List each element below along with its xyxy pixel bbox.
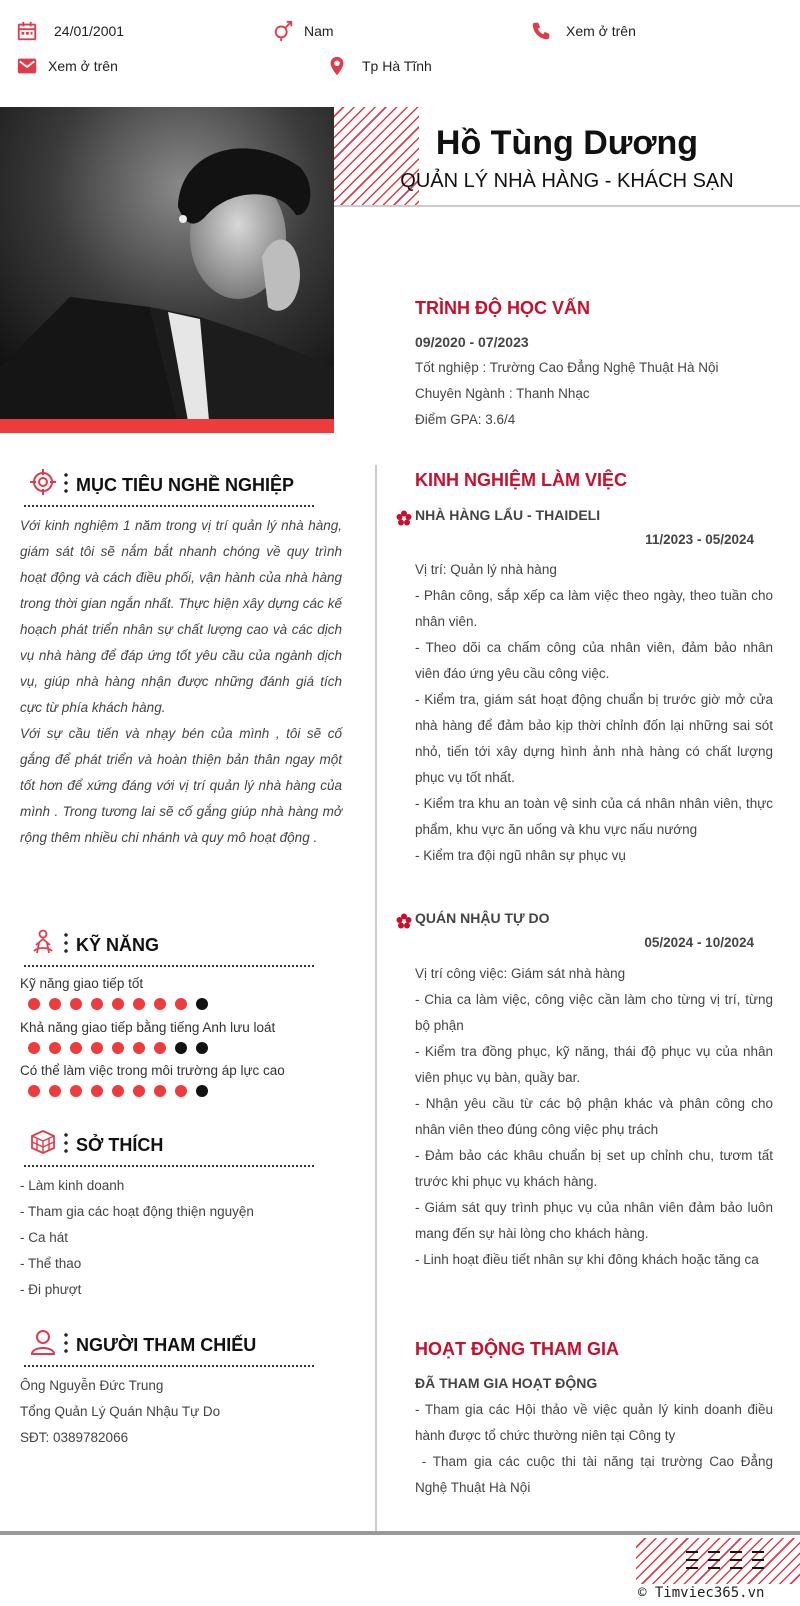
skill-rating — [28, 1042, 208, 1054]
activity-line: - Tham gia các Hội thảo về việc quản lý kinh doanh điều hành được tổ chức thường niên tại Công ty — [415, 1402, 773, 1443]
job-line: - Đảm bảo các khâu chuẩn bị set up chỉnh chu, tươm tất trước khi phục vụ khách hàng. — [415, 1148, 773, 1189]
email-text: Xem ở trên — [48, 58, 118, 74]
envelope-icon — [16, 55, 38, 77]
rating-dot-filled — [133, 998, 145, 1010]
reference-line: Ông Nguyễn Đức Trung — [20, 1378, 164, 1393]
experience-title: KINH NGHIỆM LÀM VIỆC — [415, 470, 628, 490]
rating-dot-filled — [28, 998, 40, 1010]
rating-dot-empty — [196, 1042, 208, 1054]
rating-dot-filled — [49, 1085, 61, 1097]
target-icon — [30, 469, 56, 495]
job-line: - Phân công, sắp xếp ca làm việc theo ngày, theo tuần cho nhân viên. — [415, 588, 773, 629]
address-text: Tp Hà Tĩnh — [362, 58, 432, 74]
user-icon — [30, 1329, 56, 1355]
references-header — [24, 1325, 314, 1367]
activities-title: HOẠT ĐỘNG THAM GIA — [415, 1339, 619, 1359]
references-title: NGƯỜI THAM CHIẾU — [76, 1335, 257, 1355]
header-divider — [334, 205, 800, 207]
hobbies-header — [24, 1125, 314, 1167]
skill-name: Khả năng giao tiếp bằng tiếng Anh lưu loát — [20, 1020, 276, 1035]
rating-dot-filled — [154, 998, 166, 1010]
job-line: - Kiểm tra, giám sát hoạt động chuẩn bị trước giờ mở cửa nhà hàng để đảm bảo kịp thời chỉnh đốn lại những sai sót nhỏ, tiến tới xây dựng hình ảnh nhà hàng có chất lượng phục vụ tốt nhất. — [415, 692, 773, 785]
hobby-item: - Ca hát — [20, 1230, 69, 1245]
cube-icon — [30, 1129, 56, 1155]
email-info — [16, 55, 118, 77]
job-line: - Kiểm tra đồng phục, kỹ năng, thái độ phục vụ của nhân viên phục vụ bàn, quầy bar. — [415, 1044, 773, 1085]
rating-dot-empty — [175, 1042, 187, 1054]
job-line: Vị trí: Quản lý nhà hàng — [415, 562, 557, 577]
skill-rating — [28, 998, 208, 1010]
activities-subtitle: ĐÃ THAM GIA HOẠT ĐỘNG — [415, 1375, 598, 1391]
education-line: Chuyên Ngành : Thanh Nhạc — [415, 386, 590, 401]
dob-info — [16, 20, 124, 42]
hobby-item: - Làm kinh doanh — [20, 1178, 125, 1193]
footer-divider — [0, 1531, 800, 1535]
job-line: - Giám sát quy trình phục vụ của nhân viên đảm bảo luôn mang đến sự hài lòng cho khách hàng. — [415, 1200, 773, 1241]
meditation-icon — [30, 929, 56, 955]
job-line: - Theo dõi ca chấm công của nhân viên, đảm bảo nhân viên đáo ứng yêu cầu công việc. — [415, 640, 773, 681]
flower-bullet-icon — [396, 510, 412, 526]
profile-photo — [0, 107, 334, 432]
objective-title: MỤC TIÊU NGHỀ NGHIỆP — [76, 475, 295, 495]
rating-dot-filled — [133, 1042, 145, 1054]
gender-info — [272, 20, 334, 42]
skill-name: Kỹ năng giao tiếp tốt — [20, 976, 144, 991]
references-list — [20, 1373, 220, 1451]
stripe-pattern-icon — [686, 1548, 766, 1574]
rating-dot-filled — [70, 1085, 82, 1097]
gender-text: Nam — [304, 23, 334, 39]
job-period: 11/2023 - 05/2024 — [645, 532, 754, 547]
footer-brand[interactable]: © Timviec365.vn — [638, 1585, 765, 1601]
skill-name: Có thể làm việc trong môi trường áp lực cao — [20, 1063, 285, 1078]
education-period: 09/2020 - 07/2023 — [415, 334, 529, 350]
rating-dot-filled — [112, 1042, 124, 1054]
rating-dot-filled — [91, 998, 103, 1010]
rating-dot-filled — [70, 998, 82, 1010]
calendar-icon — [16, 20, 38, 42]
objective-text — [20, 513, 342, 851]
education-title: TRÌNH ĐỘ HỌC VẤN — [415, 298, 590, 318]
rating-dot-filled — [70, 1042, 82, 1054]
rating-dot-filled — [112, 1085, 124, 1097]
reference-line: SĐT: 0389782066 — [20, 1430, 129, 1445]
skills-title: KỸ NĂNG — [76, 935, 160, 955]
rating-dot-filled — [49, 998, 61, 1010]
objective-paragraph: Với kinh nghiệm 1 năm trong vị trí quản lý nhà hàng, giám sát tôi sẽ nắm bắt nhanh chóng về quy trình hoạt động và cách điều phối, vận hành của nhà hàng trong thời gian ngắn nhất. Thực hiện xây dựng các kế hoạch phát triển nhân sự chất lượng cao và các dịch vụ nhà hàng để đáp ứng tốt yêu cầu của ngành dịch vụ, giúp nhà hàng nhận được những đánh giá tích cực từ phía khách hàng. — [20, 518, 342, 715]
skill-rating — [28, 1085, 208, 1097]
rating-dot-filled — [28, 1085, 40, 1097]
job-line: - Linh hoạt điều tiết nhân sự khi đông khách hoặc tăng ca — [415, 1252, 759, 1267]
job-company: QUÁN NHẬU TỰ DO — [415, 910, 550, 926]
rating-dot-filled — [154, 1085, 166, 1097]
gender-icon — [272, 20, 294, 42]
job-line: Vị trí công việc: Giám sát nhà hàng — [415, 966, 626, 981]
dob-text: 24/01/2001 — [54, 23, 125, 39]
flower-bullet-icon — [396, 913, 412, 929]
location-pin-icon — [326, 55, 348, 77]
reference-line: Tổng Quản Lý Quán Nhậu Tự Do — [20, 1404, 221, 1419]
rating-dot-filled — [49, 1042, 61, 1054]
activities-details — [415, 1397, 777, 1501]
objective-paragraph: Với sự cầu tiến và nhạy bén của mình , tôi sẽ cố gắng để phát triển và hoàn thiện bản thân ngay một tốt hơn để xứng đáng với vị trí quản lý nhà hàng của mình . Trong tương lai sẽ cố gắng giúp nhà hàng mở rộng thêm nhiều chi nhánh và quy mô hoạt động . — [20, 726, 342, 845]
portrait-image — [0, 107, 334, 432]
job-line: - Nhận yêu cầu từ các bộ phận khác và phân công cho nhân viên theo đúng công việc phụ trách — [415, 1096, 773, 1137]
education-line: Tốt nghiệp : Trường Cao Đẳng Nghệ Thuật Hà Nội — [415, 360, 719, 375]
hobbies-title: SỞ THÍCH — [76, 1135, 164, 1155]
footer-stripe-pattern — [686, 1548, 766, 1574]
job-details — [415, 961, 773, 1273]
job-period: 05/2024 - 10/2024 — [644, 935, 754, 950]
rating-dot-filled — [28, 1042, 40, 1054]
rating-dot-empty — [196, 1085, 208, 1097]
objective-header — [24, 465, 314, 507]
address-info — [326, 55, 432, 77]
rating-dot-filled — [154, 1042, 166, 1054]
rating-dot-filled — [175, 1085, 187, 1097]
full-name: Hồ Tùng Dương — [435, 124, 699, 162]
job-details — [415, 557, 773, 869]
phone-icon — [530, 20, 552, 42]
phone-info — [530, 20, 636, 42]
column-divider — [375, 465, 377, 1531]
hobby-item: - Tham gia các hoạt động thiện nguyện — [20, 1204, 254, 1219]
job-title: QUẢN LÝ NHÀ HÀNG - KHÁCH SẠN — [400, 170, 734, 192]
rating-dot-filled — [91, 1042, 103, 1054]
activity-line: - Tham gia các cuộc thi tài năng tại trường Cao Đẳng Nghệ Thuật Hà Nội — [415, 1454, 777, 1495]
rating-dot-filled — [112, 998, 124, 1010]
rating-dot-filled — [133, 1085, 145, 1097]
photo-accent-bar — [0, 419, 334, 433]
hobbies-list — [20, 1173, 254, 1303]
rating-dot-empty — [196, 998, 208, 1010]
rating-dot-filled — [175, 998, 187, 1010]
job-line: - Kiểm tra khu an toàn vệ sinh của cá nhân nhân viên, thực phẩm, khu vực ăn uống và khu vực nấu nướng — [415, 796, 773, 837]
job-company: NHÀ HÀNG LẨU - THAIDELI — [415, 507, 601, 523]
skills-header — [24, 925, 314, 967]
education-line: Điểm GPA: 3.6/4 — [415, 412, 516, 427]
education-details — [415, 355, 765, 433]
job-line: - Kiểm tra đội ngũ nhân sự phục vụ — [415, 848, 626, 863]
phone-text: Xem ở trên — [566, 23, 636, 39]
hobby-item: - Đi phượt — [20, 1282, 82, 1297]
hobby-item: - Thể thao — [20, 1256, 82, 1271]
rating-dot-filled — [91, 1085, 103, 1097]
job-line: - Chia ca làm việc, công việc cần làm cho từng vị trí, từng bộ phận — [415, 992, 773, 1033]
